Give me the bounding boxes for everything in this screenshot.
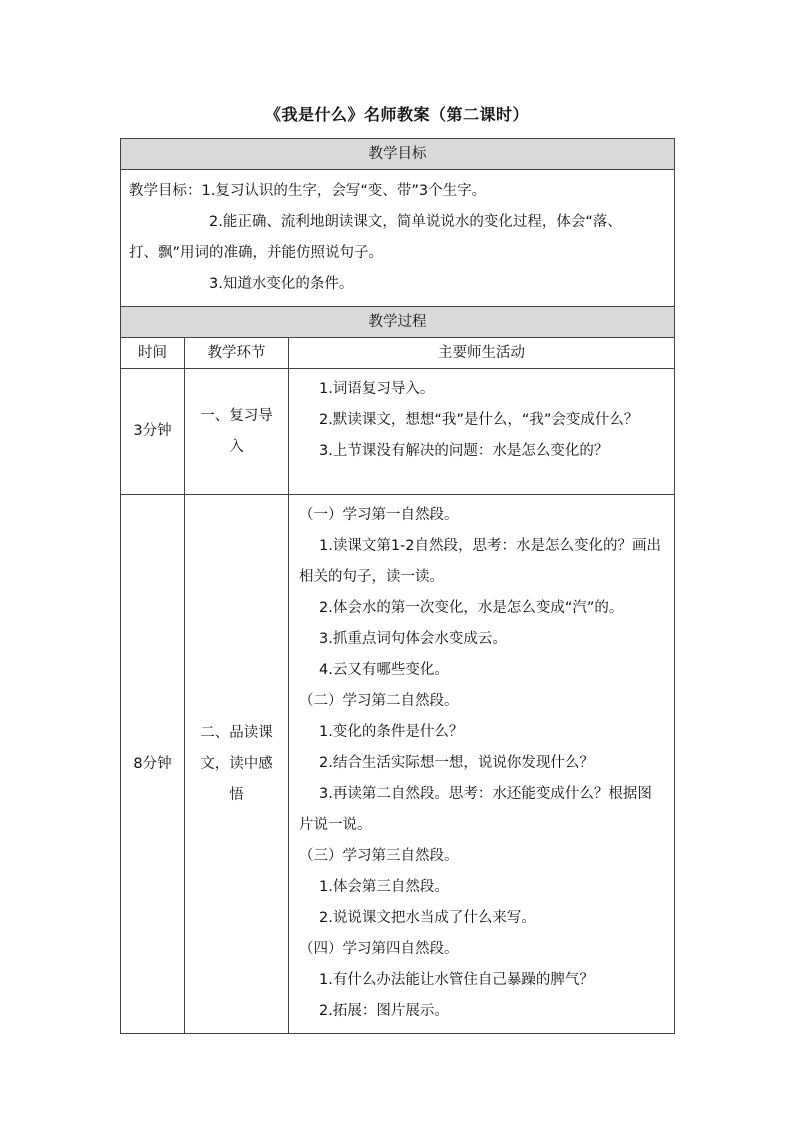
activity-line: 2.体会水的第一次变化，水是怎么变成“汽”的。 <box>319 600 624 616</box>
activity-cell <box>289 369 675 495</box>
objective-line: 教学目标：1.复习认识的生字，会写“变、带”3个生字。 <box>129 183 487 199</box>
column-header-time: 时间 <box>121 338 185 369</box>
activity-subheading: （四）学习第四自然段。 <box>299 941 459 957</box>
activity-cell <box>289 495 675 1034</box>
table-row <box>121 369 675 495</box>
activity-line: 1.体会第三自然段。 <box>319 879 449 895</box>
activity-subheading: （三）学习第三自然段。 <box>299 848 459 864</box>
activity-line: 3.再读第二自然段。思考：水还能变成什么？根据图片说一说。 <box>299 786 652 833</box>
process-heading: 教学过程 <box>121 307 675 338</box>
column-header-step: 教学环节 <box>185 338 289 369</box>
time-cell: 8分钟 <box>121 495 185 1034</box>
activity-line: 3.抓重点词句体会水变成云。 <box>319 631 507 647</box>
activity-line: 2.结合生活实际想一想，说说你发现什么？ <box>319 755 594 771</box>
objective-line: 2.能正确、流利地朗读课文，简单说说水的变化过程，体会“落、 <box>209 214 622 230</box>
objectives-heading: 教学目标 <box>121 139 675 170</box>
activity-line: 4.云又有哪些变化。 <box>319 662 449 678</box>
step-cell: 二、品读课文，读中感悟 <box>185 495 289 1034</box>
activity-subheading: （一）学习第一自然段。 <box>299 507 459 523</box>
activity-line: 1.有什么办法能让水管住自己暴躁的脾气？ <box>319 972 594 988</box>
time-cell: 3分钟 <box>121 369 185 495</box>
activity-line: 2.默读课文，想想“我”是什么，“我”会变成什么？ <box>319 412 639 428</box>
page-title: 《我是什么》名师教案（第二课时） <box>264 105 529 124</box>
table-row <box>121 495 675 1034</box>
objectives-content <box>121 170 675 307</box>
objective-line: 3.知道水变化的条件。 <box>209 276 354 292</box>
step-cell: 一、复习导入 <box>185 369 289 495</box>
activity-line: 1.变化的条件是什么？ <box>319 724 464 740</box>
activity-line: 2.说说课文把水当成了什么来写。 <box>319 910 536 926</box>
activity-line: 1.读课文第1-2自然段，思考：水是怎么变化的？画出相关的句子，读一读。 <box>299 538 662 585</box>
objective-line: 打、飘”用词的准确，并能仿照说句子。 <box>129 245 384 261</box>
activity-line: 2.拓展：图片展示。 <box>319 1003 449 1019</box>
activity-line: 1.词语复习导入。 <box>319 381 435 397</box>
column-header-activities: 主要师生活动 <box>289 338 675 369</box>
activity-subheading: （二）学习第二自然段。 <box>299 693 459 709</box>
lesson-plan-table <box>120 138 675 1034</box>
activity-line: 3.上节课没有解决的问题：水是怎么变化的？ <box>319 443 609 459</box>
